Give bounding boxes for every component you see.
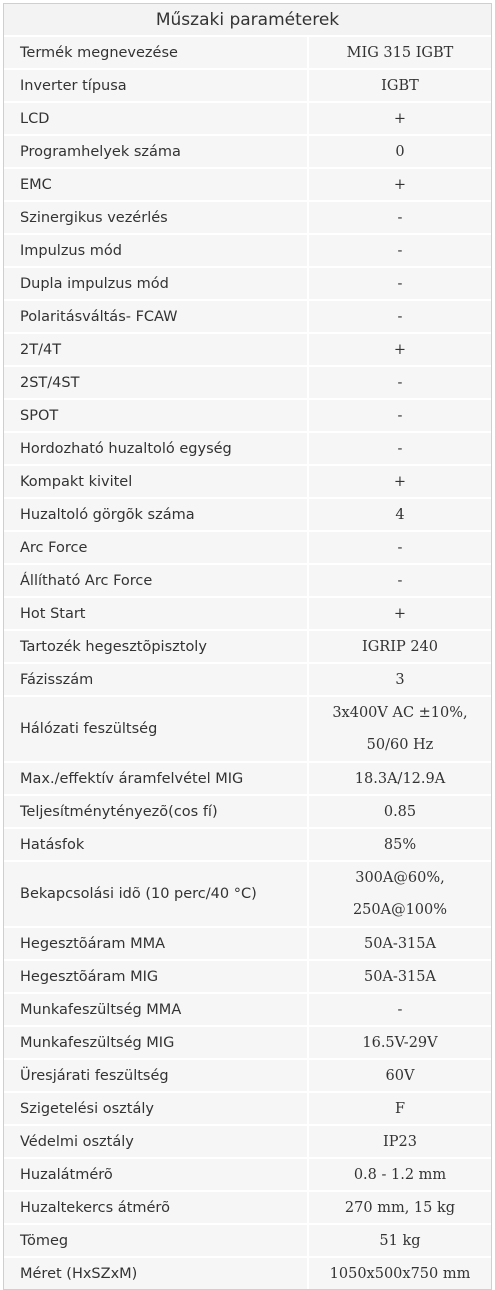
param-value-line: 51 kg [379,1232,421,1249]
param-name: Huzalátmérõ [4,1159,309,1190]
param-name: Polaritásváltás- FCAW [4,301,309,332]
table-row [4,499,491,532]
param-name: Termék megnevezése [4,37,309,68]
param-value [309,367,491,398]
param-value-line: 50A-315A [364,935,436,952]
param-value [309,697,491,761]
param-name: Impulzus mód [4,235,309,266]
param-value [309,268,491,299]
param-name: 2ST/4ST [4,367,309,398]
table-row [4,565,491,598]
param-value-line: IGRIP 240 [362,638,438,655]
param-name: Hegesztõáram MIG [4,961,309,992]
param-value [309,103,491,134]
param-value-line: 0 [395,143,405,160]
param-value [309,334,491,365]
param-value-line: 4 [395,506,405,523]
table-row [4,928,491,961]
param-value-line: F [394,1100,406,1117]
param-value [309,499,491,530]
table-row [4,334,491,367]
table-row [4,1126,491,1159]
param-name: Arc Force [4,532,309,563]
param-value-line: 85% [383,836,417,853]
table-row [4,466,491,499]
param-name: Védelmi osztály [4,1126,309,1157]
param-name: Hegesztõáram MMA [4,928,309,959]
table-body [4,37,491,1289]
param-name: Munkafeszültség MMA [4,994,309,1025]
param-value-line: IP23 [383,1133,417,1150]
param-name: Fázisszám [4,664,309,695]
param-value [309,37,491,68]
param-value [309,565,491,596]
param-value [309,631,491,662]
param-value [309,1126,491,1157]
param-value [309,235,491,266]
table-row [4,598,491,631]
param-value [309,829,491,860]
param-name: Szigetelési osztály [4,1093,309,1124]
param-name: Huzaltekercs átmérõ [4,1192,309,1223]
param-value-line: - [397,209,403,226]
param-value [309,994,491,1025]
param-value [309,433,491,464]
table-row [4,37,491,70]
param-name: Bekapcsolási idõ (10 perc/40 °C) [4,862,309,926]
param-name: Max./effektív áramfelvétel MIG [4,763,309,794]
param-value-line: 60V [385,1067,415,1084]
param-name: EMC [4,169,309,200]
param-name: Hot Start [4,598,309,629]
table-title: Műszaki paraméterek [4,4,491,37]
table-row [4,1093,491,1126]
param-value [309,532,491,563]
table-row [4,169,491,202]
param-value [309,70,491,101]
param-value-line: IGBT [381,77,419,94]
param-value-line: 0.85 [383,803,417,820]
table-row [4,235,491,268]
param-value-line: - [397,374,403,391]
param-value [309,466,491,497]
param-name: Hálózati feszültség [4,697,309,761]
table-row [4,829,491,862]
param-value-line: 3x400V AC ±10%, [332,705,468,721]
table-row [4,70,491,103]
param-value-line: 0.8 - 1.2 mm [353,1166,447,1183]
param-name: Tömeg [4,1225,309,1256]
param-value [309,961,491,992]
param-name: 2T/4T [4,334,309,365]
table-row [4,1225,491,1258]
param-value-line: 300A@60%, [355,870,445,886]
param-name: Üresjárati feszültség [4,1060,309,1091]
table-row [4,136,491,169]
param-value [309,1258,491,1289]
table-row [4,268,491,301]
param-value [309,202,491,233]
table-row [4,697,491,763]
param-value [309,400,491,431]
param-value-line: + [393,473,407,490]
param-value-line: 16.5V-29V [362,1034,438,1051]
param-value-line: 250A@100% [352,902,448,918]
param-value-line: - [397,572,403,589]
table-row [4,1258,491,1289]
spec-table [3,3,492,1290]
param-name: LCD [4,103,309,134]
param-name: Tartozék hegesztõpisztoly [4,631,309,662]
table-row [4,1060,491,1093]
param-value [309,136,491,167]
table-row [4,1027,491,1060]
table-row [4,1192,491,1225]
param-name: Állítható Arc Force [4,565,309,596]
param-value-line: - [397,539,403,556]
param-value [309,664,491,695]
param-value-line: - [397,440,403,457]
table-row [4,301,491,334]
table-row [4,532,491,565]
param-value-line: - [397,275,403,292]
table-row [4,433,491,466]
table-row [4,367,491,400]
table-row [4,103,491,136]
param-value-line: MIG 315 IGBT [346,44,454,61]
param-name: Szinergikus vezérlés [4,202,309,233]
table-row [4,631,491,664]
param-value-line: - [397,1001,403,1018]
table-row [4,400,491,433]
param-value-line: 270 mm, 15 kg [344,1199,456,1216]
param-name: Hordozható huzaltoló egység [4,433,309,464]
table-row [4,664,491,697]
param-value [309,598,491,629]
param-name: Dupla impulzus mód [4,268,309,299]
param-value [309,301,491,332]
param-value-line: - [397,242,403,259]
param-value-line: 3 [395,671,405,688]
param-value-line: 18.3A/12.9A [354,770,446,787]
table-row [4,862,491,928]
table-row [4,763,491,796]
param-value [309,1159,491,1190]
param-value-line: + [393,605,407,622]
param-value-line: - [397,407,403,424]
param-value-line: - [397,308,403,325]
param-name: Huzaltoló görgõk száma [4,499,309,530]
param-name: Teljesítménytényezõ(cos fí) [4,796,309,827]
param-value-line: + [393,341,407,358]
table-row [4,796,491,829]
table-row [4,994,491,1027]
param-value-line: 50/60 Hz [366,737,434,753]
param-value [309,862,491,926]
param-value-line: 50A-315A [364,968,436,985]
param-value [309,1225,491,1256]
param-name: SPOT [4,400,309,431]
param-value [309,1027,491,1058]
param-name: Méret (HxSZxM) [4,1258,309,1289]
param-value [309,1192,491,1223]
param-value [309,1093,491,1124]
param-name: Hatásfok [4,829,309,860]
param-name: Kompakt kivitel [4,466,309,497]
param-name: Programhelyek száma [4,136,309,167]
param-value-line: + [393,110,407,127]
param-value [309,1060,491,1091]
param-value [309,796,491,827]
table-row [4,202,491,235]
param-name: Munkafeszültség MIG [4,1027,309,1058]
param-value-line: + [393,176,407,193]
param-value [309,763,491,794]
table-row [4,1159,491,1192]
param-value-line: 1050x500x750 mm [329,1265,471,1282]
table-row [4,961,491,994]
param-name: Inverter típusa [4,70,309,101]
param-value [309,928,491,959]
param-value [309,169,491,200]
